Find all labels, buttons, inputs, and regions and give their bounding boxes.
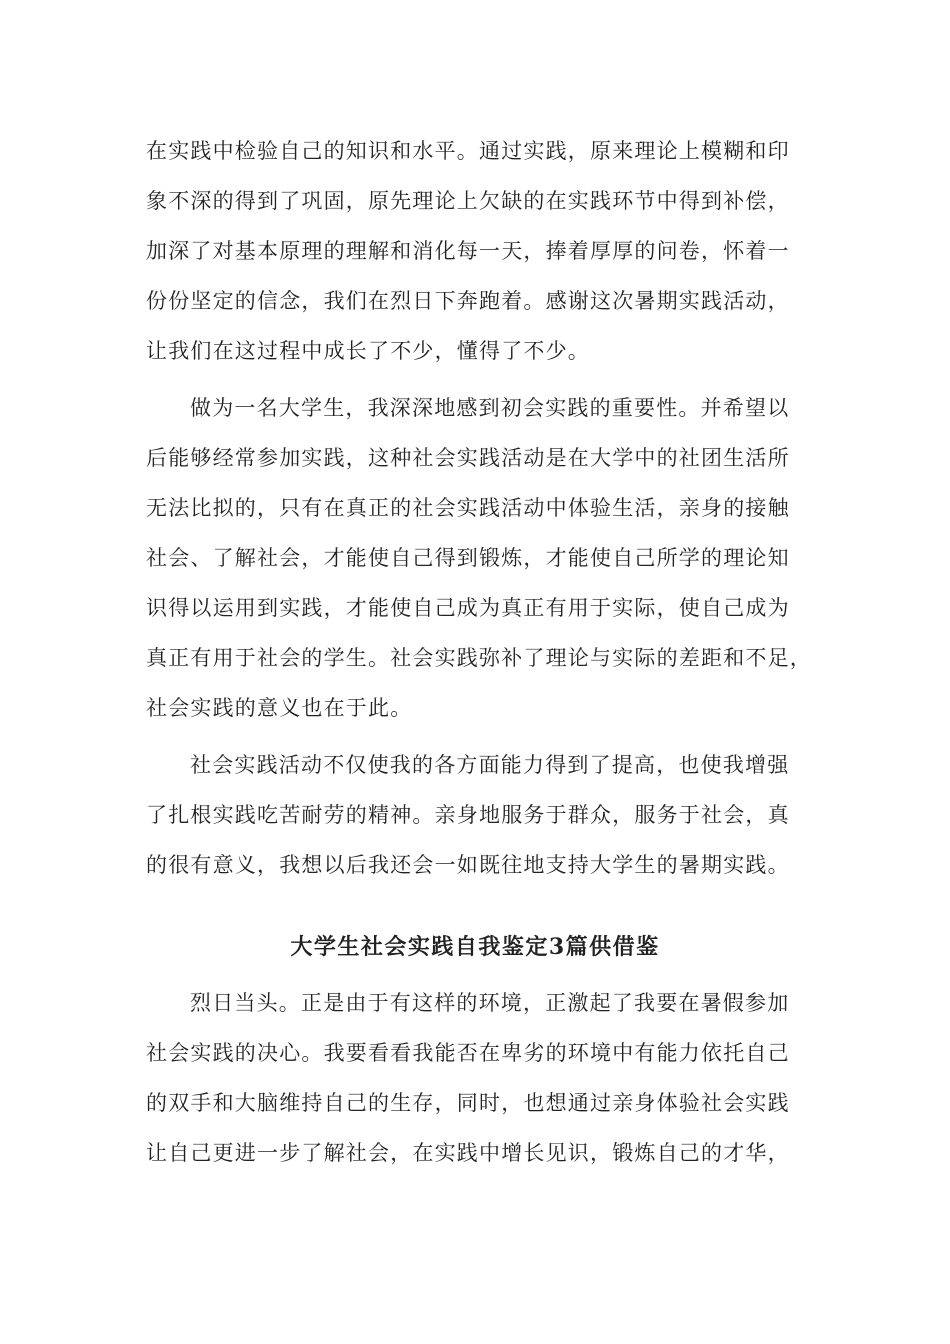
text-line: 的很有意义，我想以后我还会一如既往地支持大学生的暑期实践。 xyxy=(146,853,790,877)
text-line: 社会、了解社会，才能使自己得到锻炼，才能使自己所学的理论知 xyxy=(146,546,790,570)
text-line: 社会实践活动不仅使我的各方面能力得到了提高，也使我增强 xyxy=(190,753,790,777)
section-heading: 大学生社会实践自我鉴定3篇供借鉴 xyxy=(290,934,660,960)
text-line: 真正有用于社会的学生。社会实践弥补了理论与实际的差距和不足， xyxy=(146,646,812,670)
text-line: 了扎根实践吃苦耐劳的精神。亲身地服务于群众，服务于社会，真 xyxy=(146,803,790,827)
text-line: 识得以运用到实践，才能使自己成为真正有用于实际，使自己成为 xyxy=(146,596,790,620)
text-line: 社会实践的意义也在于此。 xyxy=(146,696,413,720)
text-line: 在实践中检验自己的知识和水平。通过实践，原来理论上模糊和印 xyxy=(146,139,790,163)
text-line: 让我们在这过程中成长了不少，懂得了不少。 xyxy=(146,339,590,363)
text-line: 让自己更进一步了解社会，在实践中增长见识，锻炼自己的才华， xyxy=(146,1141,790,1165)
text-line: 的双手和大脑维持自己的生存，同时，也想通过亲身体验社会实践 xyxy=(146,1091,790,1115)
text-line: 加深了对基本原理的理解和消化每一天，捧着厚厚的问卷，怀着一 xyxy=(146,239,790,263)
text-line: 烈日当头。正是由于有这样的环境，正激起了我要在暑假参加 xyxy=(190,991,790,1015)
text-line: 社会实践的决心。我要看看我能否在卑劣的环境中有能力依托自己 xyxy=(146,1041,790,1065)
text-line: 份份坚定的信念，我们在烈日下奔跑着。感谢这次暑期实践活动， xyxy=(146,289,790,313)
text-line: 做为一名大学生，我深深地感到初会实践的重要性。并希望以 xyxy=(190,396,790,420)
text-line: 后能够经常参加实践，这种社会实践活动是在大学中的社团生活所 xyxy=(146,446,790,470)
text-line: 无法比拟的，只有在真正的社会实践活动中体验生活，亲身的接触 xyxy=(146,496,790,520)
text-line: 象不深的得到了巩固，原先理论上欠缺的在实践环节中得到补偿， xyxy=(146,189,790,213)
